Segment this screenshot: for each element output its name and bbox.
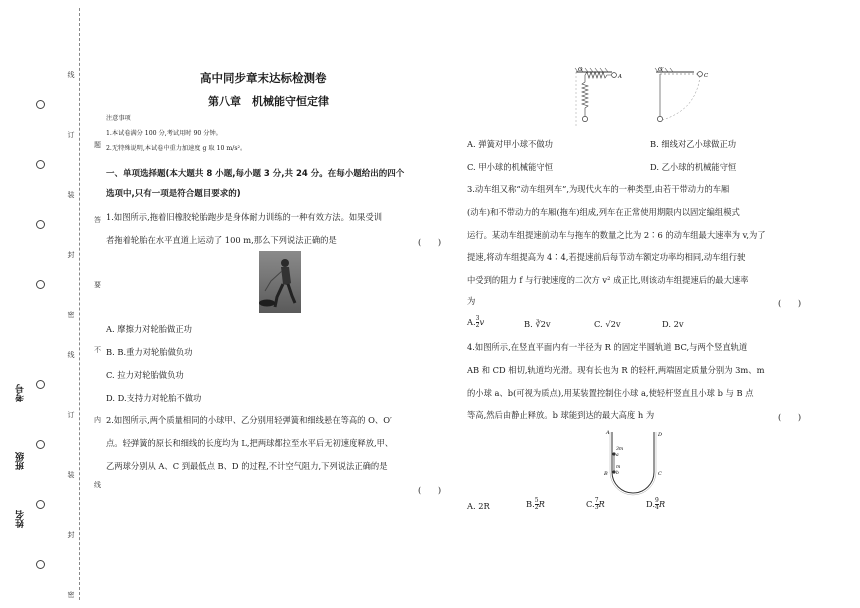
q2-figure-spring-and-string — [566, 64, 716, 136]
q4-stem-line3: 的小球 a、b(可视为质点),用某装置控制住小球 a,使轻杆竖直且小球 b 与 B 点 — [467, 388, 754, 398]
exam-title: 高中同步章末达标检测卷 — [200, 71, 327, 85]
q2-answer-bracket: ( ) — [418, 485, 442, 495]
q3-stem-line1: 3.动车组又称“动车组列车”,为现代火车的一种类型,由若干带动力的车厢 — [467, 184, 730, 194]
notice-item-2: 2.无特殊说明,本试卷中重力加速度 g 取 10 m/s²。 — [106, 145, 247, 152]
q1-stem-line1: 1.如图所示,拖着旧橡胶轮胎跑步是身体耐力训练的一种有效方法。如果受训 — [106, 212, 383, 222]
inner-word: 内 — [94, 416, 101, 424]
inner-word: 题 — [94, 141, 101, 149]
q4-stem-line1: 4.如图所示,在竖直平面内有一半径为 R 的固定半圆轨道 BC,与两个竖直轨道 — [467, 342, 748, 352]
q1-option-d: D. D.支持力对轮胎不做功 — [106, 393, 202, 403]
q2-option-c: C. 甲小球的机械能守恒 — [467, 162, 553, 172]
q4-option-c: C. $\frac{7}{3}$ R — [586, 497, 605, 511]
punch-hole-circle — [36, 220, 45, 229]
q4-label-b: B — [604, 471, 608, 477]
exam-number-label: 考号 — [16, 384, 26, 402]
notice-item-1: 1.本试卷满分 100 分,考试用时 90 分钟。 — [106, 130, 222, 137]
inner-word: 答 — [94, 216, 101, 224]
q4-label-ball-a: a — [616, 453, 619, 458]
q4-option-a: A. 2R — [467, 501, 490, 511]
q4-figure-semicircle-track — [602, 428, 662, 498]
q3-answer-bracket: ( ) — [778, 298, 802, 308]
q2-option-b: B. 细线对乙小球做正功 — [650, 139, 737, 149]
q3-stem-line4: 提速,将动车组提高为 4∶4,若提速前后每节动车额定功率均相同,动车组行驶 — [467, 252, 746, 262]
q1-option-b: B. B.重力对轮胎做负功 — [106, 347, 193, 357]
notice-heading: 注意事项 — [106, 115, 131, 122]
q4-label-a: A — [606, 430, 610, 436]
q3-stem-line3: 运行。某动车组提速前动车与拖车的数量之比为 2∶6 的动车组最大速率为 v,为了 — [467, 230, 766, 240]
q2-stem-line2: 点。轻弹簧的原长和细线的长度均为 L,把两球都拉至水平后无初速度释放,甲、 — [106, 438, 394, 448]
q4-label-m: m — [616, 465, 621, 470]
section-heading: 一、单项选择题(本大题共 8 小题,每小题 3 分,共 24 分。在每小题给出的四个 — [106, 169, 405, 179]
punch-hole-circle — [36, 280, 45, 289]
bind-word: 装 — [67, 191, 75, 199]
inner-word: 要 — [94, 281, 101, 289]
punch-hole-circle — [36, 100, 45, 109]
q4-label-c: C — [658, 471, 662, 477]
bind-word: 线 — [67, 71, 75, 79]
punch-hole-circle — [36, 560, 45, 569]
q1-photo-tire-runner — [259, 251, 301, 313]
binding-dashed-line — [79, 8, 80, 600]
punch-hole-circle — [36, 440, 45, 449]
section-heading-cont: 选项中,只有一项是符合题目要求的) — [106, 189, 241, 199]
q3-option-c: C. √2v — [594, 319, 621, 329]
name-label: 姓名 — [16, 510, 26, 528]
q2-label-c: C — [704, 73, 709, 79]
q1-option-a: A. 摩擦力对轮胎做正功 — [106, 324, 192, 334]
q4-stem-line4: 等高,然后由静止释放。b 球能到达的最大高度 h 为 — [467, 410, 655, 420]
class-label: 班级 — [16, 452, 26, 470]
q4-option-d: D. $\frac{9}{4}$ R — [646, 497, 666, 511]
bind-word: 封 — [67, 251, 75, 259]
punch-hole-circle — [36, 380, 45, 389]
bind-word: 订 — [67, 131, 75, 139]
q3-option-d: D. 2v — [662, 319, 684, 329]
bind-word: 密 — [67, 591, 75, 599]
bind-word: 线 — [67, 351, 75, 359]
q4-stem-line2: AB 和 CD 相切,轨道均光滑。现有长也为 R 的轻杆,两端固定质量分别为 3m、m — [467, 365, 765, 375]
bind-word: 封 — [67, 531, 75, 539]
bind-word: 装 — [67, 471, 75, 479]
q1-answer-bracket: ( ) — [418, 237, 442, 247]
bind-word: 密 — [67, 311, 75, 319]
q3-stem-line6: 为 — [467, 296, 476, 306]
q2-option-d: D. 乙小球的机械能守恒 — [650, 162, 737, 172]
punch-hole-circle — [36, 160, 45, 169]
q2-stem-line3: 乙两球分别从 A、C 到最低点 B、D 的过程,不计空气阻力,下列说法正确的是 — [106, 461, 388, 471]
q2-option-a: A. 弹簧对甲小球不做功 — [467, 139, 553, 149]
q2-label-a: A — [618, 74, 622, 80]
inner-word: 不 — [94, 346, 101, 354]
q3-option-b: B. ∛2v — [524, 319, 551, 329]
punch-hole-circle — [36, 500, 45, 509]
q3-stem-line5: 中受到的阻力 f 与行驶速度的二次方 v² 成正比,则该动车组提速后的最大速率 — [467, 275, 749, 285]
q2-label-o: O — [578, 67, 583, 73]
q4-answer-bracket: ( ) — [778, 412, 802, 422]
q4-label-3m: 3m — [616, 447, 624, 452]
q3-option-a: A. $\frac{3}{2}$ v — [467, 315, 485, 329]
q2-label-o-prime: O′ — [658, 67, 664, 73]
q1-option-c: C. 拉力对轮胎做负功 — [106, 370, 184, 380]
q4-option-b: B. $\frac{5}{2}$ R — [526, 497, 545, 511]
q3-stem-line2: (动车)和不带动力的车厢(拖车)组成,列车在正常使用期限内以固定编组模式 — [467, 207, 740, 217]
chapter-title: 第八章 机械能守恒定律 — [208, 95, 329, 108]
q4-label-ball-b: b — [616, 471, 619, 476]
bind-word: 订 — [67, 411, 75, 419]
q2-stem-line1: 2.如图所示,两个质量相同的小球甲、乙分别用轻弹簧和细线悬在等高的 O、O′ — [106, 415, 392, 425]
q1-stem-line2: 者拖着轮胎在水平直道上运动了 100 m,那么下列说法正确的是 — [106, 235, 337, 245]
q4-label-d: D — [658, 432, 663, 438]
inner-word: 线 — [94, 481, 101, 489]
